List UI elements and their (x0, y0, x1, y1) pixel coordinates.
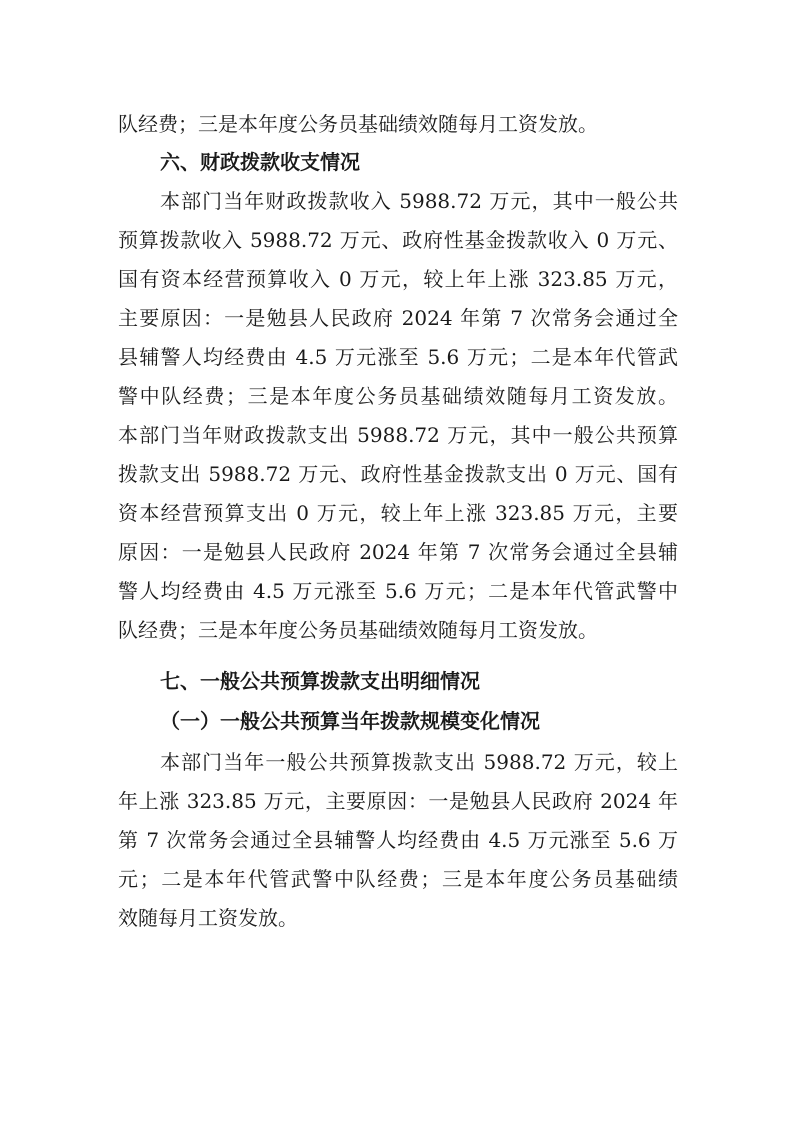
section-heading-fiscal-appropriation: 六、财政拨款收支情况 (160, 150, 360, 174)
paragraph-line: 警人均经费由 4.5 万元涨至 5.6 万元；二是本年代管武警中 (118, 579, 678, 603)
paragraph-line: 主要原因：一是勉县人民政府 2024 年第 7 次常务会通过全 (118, 306, 678, 330)
paragraph-line: 元；二是本年代管武警中队经费；三是本年度公务员基础绩 (118, 867, 678, 891)
paragraph-line: 原因：一是勉县人民政府 2024 年第 7 次常务会通过全县辅 (118, 540, 678, 564)
paragraph-line: 资本经营预算支出 0 万元，较上年上涨 323.85 万元，主要 (118, 501, 678, 525)
paragraph-line: 队经费；三是本年度公务员基础绩效随每月工资发放。 (118, 618, 598, 642)
paragraph-line: 年上涨 323.85 万元，主要原因：一是勉县人民政府 2024 年 (118, 789, 678, 813)
paragraph-line: 本部门当年财政拨款收入 5988.72 万元，其中一般公共 (160, 189, 678, 213)
paragraph-line: 第 7 次常务会通过全县辅警人均经费由 4.5 万元涨至 5.6 万 (118, 828, 678, 852)
section-heading-general-budget-detail: 七、一般公共预算拨款支出明细情况 (160, 669, 480, 693)
paragraph-line: 本部门当年一般公共预算拨款支出 5988.72 万元，较上 (160, 750, 678, 774)
subsection-heading-scale-change: （一）一般公共预算当年拨款规模变化情况 (160, 709, 540, 733)
paragraph-line: 效随每月工资发放。 (118, 906, 298, 930)
paragraph-line: 本部门当年财政拨款支出 5988.72 万元，其中一般公共预算 (118, 423, 678, 447)
paragraph-line-continuation: 队经费；三是本年度公务员基础绩效随每月工资发放。 (118, 112, 598, 136)
paragraph-line: 警中队经费；三是本年度公务员基础绩效随每月工资发放。 (118, 384, 678, 408)
paragraph-line: 县辅警人均经费由 4.5 万元涨至 5.6 万元；二是本年代管武 (118, 345, 678, 369)
paragraph-line: 拨款支出 5988.72 万元、政府性基金拨款支出 0 万元、国有 (118, 462, 678, 486)
paragraph-line: 预算拨款收入 5988.72 万元、政府性基金拨款收入 0 万元、 (118, 228, 678, 252)
paragraph-line: 国有资本经营预算收入 0 万元，较上年上涨 323.85 万元， (118, 267, 678, 291)
